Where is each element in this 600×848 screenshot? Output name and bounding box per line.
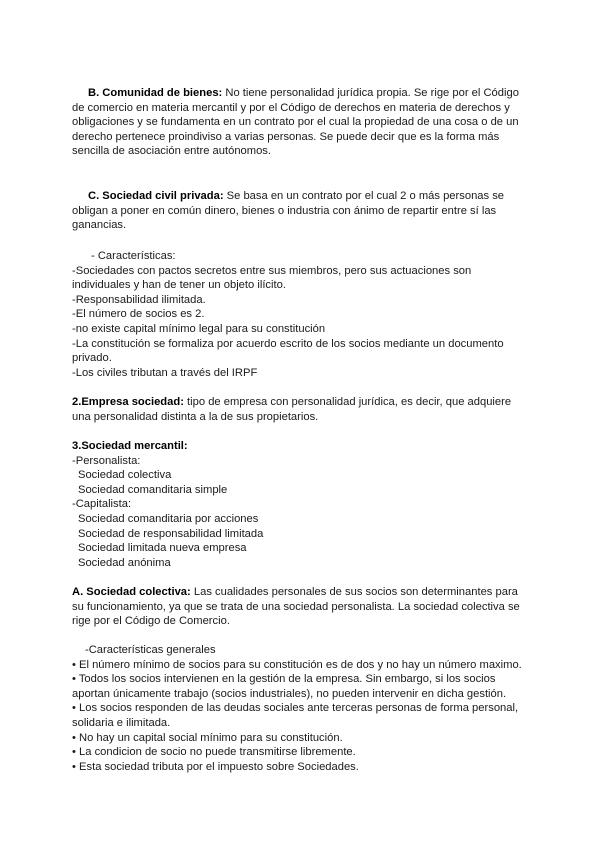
- text-sociedad-colectiva: Las cualidades personales de sus socios son determinantes para su funcionamiento, ya que se trata de una sociedad personalista. La sociedad colectiva se rige por el Código de Comercio.: [72, 586, 520, 628]
- text-sociedad-civil: Se basa en un contrato por el cual 2 o más personas se obligan a poner en común dinero, bienes o industria con ánimo de repartir entre sí las ganancias.: [72, 190, 505, 232]
- list-item: Sociedad anónima: [78, 556, 171, 569]
- list-item: Sociedad de responsabilidad limitada: [78, 527, 264, 540]
- list-item: • No hay un capital social mínimo para su constitución.: [72, 731, 343, 744]
- generales-title: -Características generales: [85, 644, 216, 656]
- heading-sociedad-mercantil: 3.Sociedad mercantil:: [72, 440, 188, 452]
- heading-sociedad-colectiva: A. Sociedad colectiva:: [72, 586, 191, 598]
- list-item: • Esta sociedad tributa por el impuesto sobre Sociedades.: [72, 760, 359, 773]
- text-comunidad-bienes: No tiene personalidad jurídica propia. Se rige por el Código de comercio en materia mercantil y por el Código de derechos en materia de derechos y obligaciones y se fundamenta en un contrato por el cual la propiedad de una cosa o de un derecho pertenece proindiviso a varias personas. Se puede decir que es la forma más sencilla de asociación entre autónomos.: [72, 87, 519, 158]
- list-item: Sociedad colectiva: [78, 469, 172, 482]
- list-item: • Todos los socios intervienen en la gestión de la empresa. Sin embargo, si los socios aportan únicamente trabajo (socios industriales), no pueden intervenir en dicha gestión.: [72, 673, 507, 700]
- list-item: • La condicion de socio no puede transmitirse libremente.: [72, 746, 356, 759]
- list-item: -Sociedades con pactos secretos entre sus miembros, pero sus actuaciones son individuales y han de tener un objeto ilícito.: [72, 264, 472, 292]
- list-item: -El número de socios es 2.: [72, 308, 205, 321]
- list-item: Sociedad limitada nueva empresa: [78, 542, 247, 555]
- list-item: -La constitución se formaliza por acuerdo escrito de los socios mediante un documento privado.: [72, 337, 504, 365]
- heading-empresa-sociedad: 2.Empresa sociedad:: [72, 396, 184, 408]
- section-sociedad-civil: [72, 189, 532, 233]
- list-item: -Responsabilidad ilimitada.: [72, 293, 206, 306]
- heading-comunidad-bienes: B. Comunidad de bienes:: [88, 87, 223, 99]
- list-item: Sociedad comanditaria por acciones: [78, 512, 259, 525]
- caracteristicas-list: [72, 249, 532, 380]
- text-empresa-sociedad: tipo de empresa con personalidad jurídica, es decir, que adquiere una personalidad distinta a la de sus propietarios.: [72, 396, 512, 423]
- list-item: Sociedad comanditaria simple: [78, 483, 228, 496]
- personalista-label: -Personalista:: [72, 454, 141, 467]
- section-empresa-sociedad: [72, 395, 532, 424]
- generales-list: [72, 643, 532, 774]
- caracteristicas-title: - Características:: [91, 250, 176, 262]
- section-sociedad-colectiva: [72, 585, 532, 629]
- capitalista-label: -Capitalista:: [72, 498, 132, 511]
- list-item: -no existe capital mínimo legal para su constitución: [72, 322, 326, 335]
- list-item: -Los civiles tributan a través del IRPF: [72, 366, 258, 379]
- section-comunidad-bienes: [72, 86, 532, 159]
- section-sociedad-mercantil: [72, 439, 532, 570]
- heading-sociedad-civil: C. Sociedad civil privada:: [88, 190, 224, 202]
- list-item: • El número mínimo de socios para su constitución es de dos y no hay un número maximo.: [72, 658, 522, 671]
- list-item: • Los socios responden de las deudas sociales ante terceras personas de forma personal, solidaria e ilimitada.: [72, 702, 519, 729]
